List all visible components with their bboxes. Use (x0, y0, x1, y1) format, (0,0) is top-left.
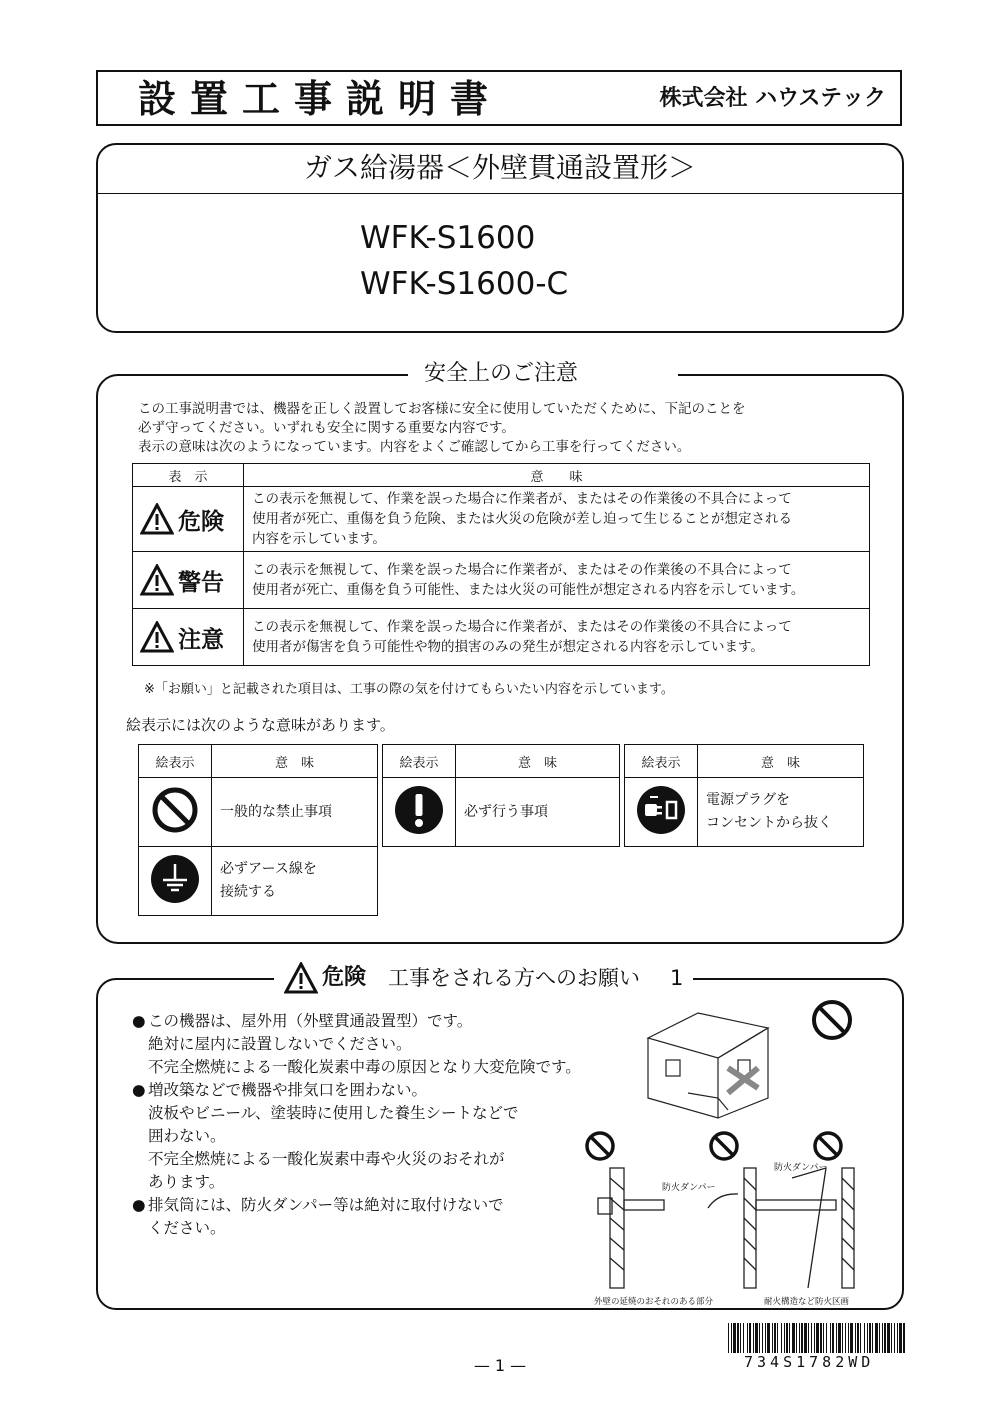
barcode-bar (848, 1323, 849, 1353)
barcode-bar (879, 1323, 880, 1353)
list-item: ● 増改築などで機器や排気口を囲わない。 波板やビニール、塗装時に使用した養生シートなどで 囲わない。 不完全燃焼による一酸化炭素中毒や火災のおそれが あります。 (132, 1079, 581, 1194)
barcode-bar (755, 1323, 758, 1353)
barcode-bar (811, 1323, 812, 1353)
bullet-line: 絶対に屋内に設置しないでください。 (148, 1035, 412, 1053)
barcode-bar (830, 1323, 831, 1353)
barcode-bar (808, 1323, 809, 1353)
table-row (133, 487, 870, 552)
prohibition-icon (815, 1133, 841, 1159)
barcode-bar (867, 1323, 868, 1353)
page-number: — 1 — (473, 1356, 527, 1375)
product-box (96, 143, 904, 333)
level-description: この表示を無視して、作業を誤った場合に作業者が、またはその作業後の不具合によって (252, 619, 792, 635)
warning-triangle-icon (140, 621, 174, 653)
table-header-meaning: 意 味 (244, 464, 870, 487)
model-number: WFK-S1600 (360, 220, 536, 256)
barcode-bar (842, 1323, 843, 1353)
level-description: 使用者が死亡、重傷を負う危険、または火災の危険が差し迫って生じることが想定される (252, 511, 792, 527)
bullet-line: 不完全燃焼による一酸化炭素中毒の原因となり大変危険です。 (148, 1058, 581, 1076)
barcode-bar (781, 1323, 782, 1353)
barcode-bar (777, 1323, 778, 1353)
symbol-meaning: コンセントから抜く (706, 815, 832, 831)
barcode-bar (872, 1323, 873, 1353)
level-description: 内容を示しています。 (252, 531, 386, 547)
barcode-bar (762, 1323, 763, 1353)
barcode-bar (814, 1323, 815, 1353)
unplug-icon (636, 785, 686, 835)
safety-title: 安全上のご注意 (416, 360, 586, 388)
barcode-bar (864, 1323, 865, 1353)
level-description: 使用者が死亡、重傷を負う可能性、または火災の可能性が想定される内容を示しています。 (252, 582, 805, 598)
barcode-bar (740, 1323, 741, 1353)
warning-triangle-icon (140, 503, 174, 535)
warning-triangle-icon (140, 564, 174, 596)
barcode-bar (774, 1323, 776, 1353)
barcode-bar (820, 1323, 822, 1353)
danger-bullets (132, 1010, 581, 1240)
barcode (728, 1323, 906, 1353)
house-illustration (648, 1013, 768, 1118)
table-row (133, 552, 870, 609)
barcode-bar (899, 1323, 902, 1353)
intro-line: この工事説明書では、機器を正しく設置してお客様に安全に使用していただくために、下記のことを (138, 401, 746, 417)
symbol-header-meaning: 意 味 (456, 745, 620, 778)
symbol-header-icon: 絵表示 (139, 745, 212, 778)
barcode-bar (737, 1323, 739, 1353)
barcode-bar (838, 1323, 841, 1353)
intro-line: 必ず守ってください。いずれも安全に関する重要な内容です。 (138, 420, 515, 436)
barcode-bar (823, 1323, 824, 1353)
barcode-bar (796, 1323, 797, 1353)
barcode-bar (792, 1323, 795, 1353)
barcode-bar (747, 1323, 748, 1353)
barcode-bar (731, 1323, 732, 1353)
bullet-line: この機器は、屋外用（外壁貫通設置型）です。 (148, 1012, 473, 1030)
barcode-bar (850, 1323, 853, 1353)
header-box (96, 70, 902, 126)
level-description: この表示を無視して、作業を誤った場合に作業者が、またはその作業後の不具合によって (252, 562, 792, 578)
barcode-bar (882, 1323, 883, 1353)
barcode-bar (816, 1323, 819, 1353)
barcode-bar (799, 1323, 800, 1353)
barcode-bar (855, 1323, 856, 1353)
barcode-bar (887, 1323, 890, 1353)
symbol-header-icon: 絵表示 (383, 745, 456, 778)
table-row (133, 609, 870, 666)
barcode-bar (897, 1323, 898, 1353)
danger-number: 1 (670, 966, 684, 990)
barcode-bar (784, 1323, 785, 1353)
prohibition-icon (151, 786, 199, 834)
wall-label: 外壁の延焼のおそれのある部分 (594, 1297, 714, 1307)
barcode-bar (857, 1323, 859, 1353)
symbol-meaning: 必ずアース線を (220, 861, 317, 877)
barcode-bar (728, 1323, 729, 1353)
barcode-bar (836, 1323, 837, 1353)
bullet-line: 不完全燃焼による一酸化炭素中毒や火災のおそれが (148, 1150, 505, 1168)
barcode-bar (903, 1323, 905, 1353)
barcode-bar (786, 1323, 788, 1353)
intro-line: 表示の意味は次のようになっています。内容をよくご確認してから工事を行ってください。 (138, 439, 691, 455)
bullet-line: 波板やビニール、塗装時に使用した養生シートなどで (148, 1104, 519, 1122)
barcode-bar (884, 1323, 886, 1353)
barcode-bar (845, 1323, 846, 1353)
signal-word-danger: 危険 (178, 508, 224, 535)
barcode-bar (801, 1323, 803, 1353)
ground-icon (150, 854, 200, 904)
barcode-bar (869, 1323, 871, 1353)
document-code: 734S1782WD (744, 1353, 875, 1371)
barcode-bar (743, 1323, 744, 1353)
safety-section (96, 361, 904, 944)
barcode-bar (860, 1323, 861, 1353)
barcode-bar (826, 1323, 827, 1353)
prohibition-icon (814, 1002, 850, 1038)
barcode-bar (759, 1323, 760, 1353)
symbol-table (624, 744, 864, 847)
symbol-meaning: 接続する (220, 884, 276, 900)
model-number: WFK-S1600-C (360, 266, 569, 302)
barcode-bar (749, 1323, 751, 1353)
barcode-bar (733, 1323, 736, 1353)
barcode-bar (772, 1323, 773, 1353)
damper-label: 防火ダンパー (774, 1163, 828, 1173)
bullet-line: 増改築などで機器や排気口を囲わない。 (148, 1081, 428, 1099)
document-title: 設置工事説明書 (138, 77, 503, 121)
signal-word-warning: 警告 (178, 569, 224, 596)
barcode-bar (875, 1323, 878, 1353)
level-description: 使用者が傷害を負う可能性や物的損害のみの発生が想定される内容を示しています。 (252, 639, 764, 655)
barcode-bar (832, 1323, 834, 1353)
signal-word-table (132, 463, 870, 666)
bullet-line: あります。 (148, 1173, 225, 1191)
level-description: この表示を無視して、作業を誤った場合に作業者が、またはその作業後の不具合によって (252, 491, 792, 507)
mandatory-icon (394, 785, 444, 835)
symbol-header-meaning: 意 味 (212, 745, 378, 778)
danger-section (96, 965, 904, 1310)
symbol-meaning: 必ず行う事項 (464, 803, 548, 820)
table-header-display: 表 示 (133, 464, 244, 487)
barcode-bar (804, 1323, 807, 1353)
installation-illustration (578, 998, 898, 1308)
barcode-bar (891, 1323, 892, 1353)
symbol-meaning: 一般的な禁止事項 (220, 803, 332, 820)
symbol-header-meaning: 意 味 (698, 745, 864, 778)
symbol-table (138, 744, 378, 916)
symbol-meaning: 電源プラグを (706, 792, 790, 808)
product-category: ガス給湯器＜外壁貫通設置形＞ (98, 145, 902, 194)
list-item: ● 排気筒には、防火ダンパー等は絶対に取付けないで ください。 (132, 1194, 581, 1240)
list-item: ● この機器は、屋外用（外壁貫通設置型）です。 絶対に屋内に設置しないでください。 不完全燃焼による一酸化炭素中毒の原因となり大変危険です。 (132, 1010, 581, 1079)
symbol-table (382, 744, 620, 847)
danger-title: 工事をされる方へのお願い (388, 966, 641, 990)
prohibition-icon (711, 1133, 737, 1159)
barcode-bar (789, 1323, 790, 1353)
barcode-bar (765, 1323, 766, 1353)
bullet-line: 囲わない。 (148, 1127, 226, 1145)
danger-label: 危険 (322, 965, 367, 990)
bullet-line: 排気筒には、防火ダンパー等は絶対に取付けないで (148, 1196, 504, 1214)
signal-word-caution: 注意 (178, 626, 224, 653)
symbols-intro: 絵表示には次のような意味があります。 (126, 716, 395, 734)
barcode-bar (894, 1323, 895, 1353)
bullet-line: ください。 (148, 1219, 226, 1237)
request-note: ※「お願い」と記載された項目は、工事の際の気を付けてもらいたい内容を示しています。 (144, 682, 674, 697)
fire-compartment-label: 耐火構造など防火区画 (764, 1297, 850, 1307)
danger-heading (274, 962, 693, 994)
damper-label: 防火ダンパー (662, 1183, 716, 1193)
barcode-bar (767, 1323, 770, 1353)
warning-triangle-icon (284, 962, 318, 994)
symbol-header-icon: 絵表示 (625, 745, 698, 778)
company-name: 株式会社 ハウステック (659, 86, 886, 111)
barcode-bar (753, 1323, 754, 1353)
prohibition-icon (587, 1133, 613, 1159)
